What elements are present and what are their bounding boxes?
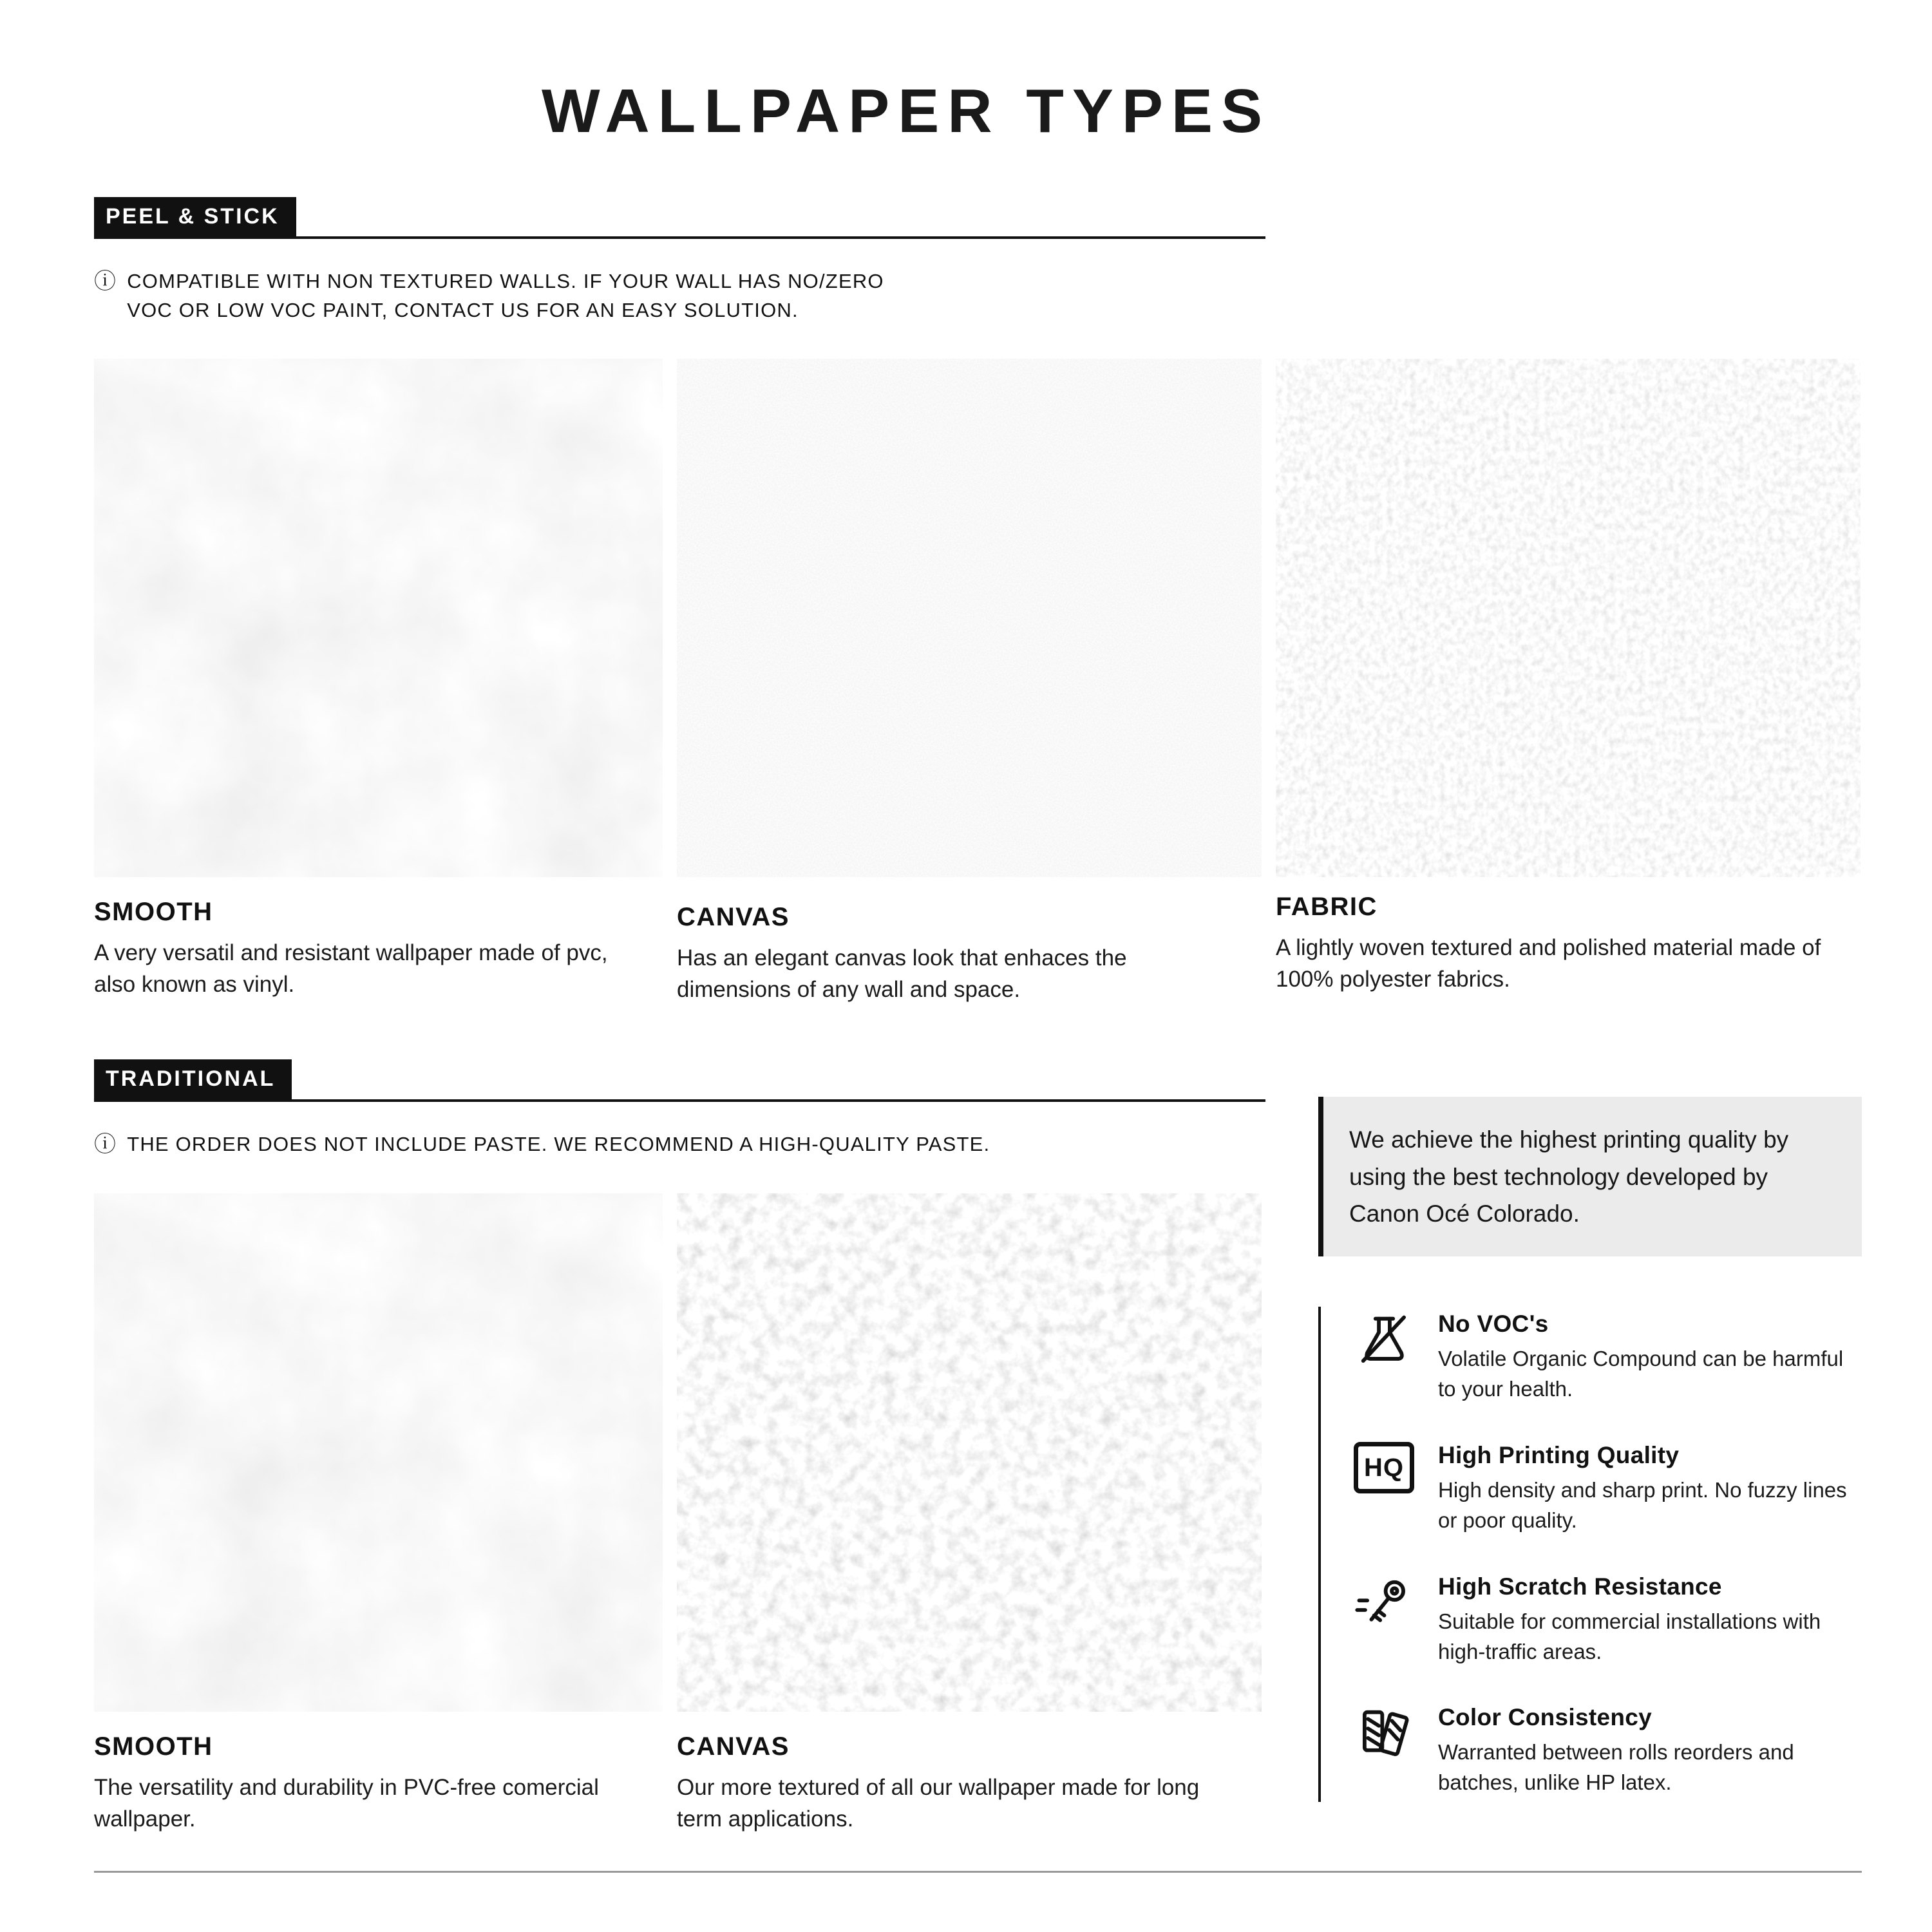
info-icon: ⓘ [94,269,117,294]
feature-body [1438,1573,1862,1667]
traditional-note-text [127,1130,990,1159]
color-swatches-icon [1349,1704,1419,1765]
swatch-smooth-traditional [94,1193,663,1835]
feature-high-printing-quality [1349,1442,1862,1536]
feature-body [1438,1704,1862,1798]
swatch-name: CANVAS [677,903,790,932]
no-voc-flask-icon [1349,1311,1419,1372]
info-icon: ⓘ [94,1132,117,1157]
swatch-name: SMOOTH [94,898,213,927]
section-header-peel-stick [94,197,1265,239]
traditional-section [94,1059,1265,1834]
swatch-name: CANVAS [677,1732,790,1761]
swatch-smooth-peel [94,359,663,1005]
peel-stick-note [94,267,1862,325]
feature-body [1438,1442,1862,1536]
swatch-description: Has an elegant canvas look that enhaces the dimensions of any wall and space. [677,945,1127,1003]
note-line-2: VOC OR LOW VOC PAINT, CONTACT US FOR AN EASY SOLUTION. [127,299,799,322]
swatch-canvas-traditional [677,1193,1262,1835]
swatch-description: A very versatil and resistant wallpaper made of pvc, also known as vinyl. [94,940,608,998]
page-title: WALLPAPER TYPES [542,77,1271,146]
feature-scratch-resistance [1349,1573,1862,1667]
swatch-fabric-peel [1276,359,1861,1005]
traditional-label: TRADITIONAL [94,1059,292,1099]
peel-stick-note-text [127,267,884,325]
feature-no-voc [1349,1311,1862,1405]
note-line-1: COMPATIBLE WITH NON TEXTURED WALLS. IF YOUR WALL HAS NO/ZERO [127,270,884,293]
smooth-texture-image [94,1193,663,1712]
hq-badge-icon [1349,1442,1419,1493]
feature-color-consistency [1349,1704,1862,1798]
print-quality-callout: We achieve the highest printing quality by using the best technology developed by Canon Océ Colorado. [1318,1097,1862,1256]
feature-description: Suitable for commercial installations with high-traffic areas. [1438,1609,1821,1663]
feature-title: High Printing Quality [1438,1442,1680,1469]
feature-title: No VOC's [1438,1311,1549,1338]
traditional-swatches [94,1193,1265,1835]
rough-canvas-texture-image [677,1193,1262,1712]
swatch-description: The versatility and durability in PVC-free comercial wallpaper. [94,1774,599,1832]
features-list [1318,1307,1862,1802]
feature-description: High density and sharp print. No fuzzy lines or poor quality. [1438,1478,1847,1532]
hq-badge-label: HQ [1354,1442,1414,1493]
bottom-section [94,1059,1862,1834]
note-line-1: THE ORDER DOES NOT INCLUDE PASTE. WE RECOMMEND A HIGH-QUALITY PASTE. [127,1132,990,1155]
feature-body [1438,1311,1862,1405]
info-column [1318,1059,1862,1834]
traditional-note [94,1130,1265,1160]
section-header-traditional [94,1059,1265,1101]
swatch-description: A lightly woven textured and polished material made of 100% polyester fabrics. [1276,935,1821,992]
peel-stick-label: PEEL & STICK [94,197,296,236]
swatch-description: Our more textured of all our wallpaper made for long term applications. [677,1774,1200,1832]
swatch-name: FABRIC [1276,893,1378,922]
swatch-canvas-peel [677,359,1262,1005]
peel-stick-swatches [94,359,1862,1005]
feature-description: Warranted between rolls reorders and batches, unlike HP latex. [1438,1740,1794,1795]
feature-title: Color Consistency [1438,1704,1652,1731]
feature-description: Volatile Organic Compound can be harmful to your health. [1438,1347,1844,1401]
footer-divider [94,1871,1862,1873]
smooth-texture-image [94,359,663,877]
canvas-texture-image [677,359,1262,877]
key-scratch-icon [1349,1573,1419,1634]
fabric-texture-image [1276,359,1861,877]
swatch-name: SMOOTH [94,1732,213,1761]
feature-title: High Scratch Resistance [1438,1573,1722,1600]
